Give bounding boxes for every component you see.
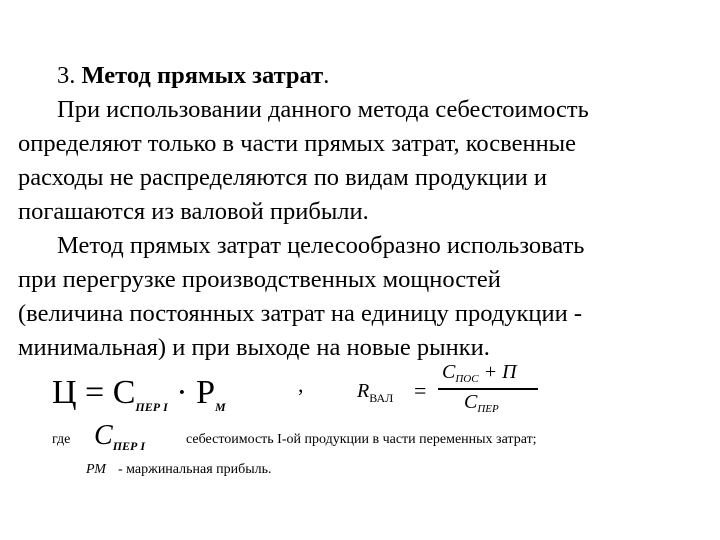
paragraph-line: расходы не распределяются по видам продукции и [18, 164, 547, 191]
legend-c-symbol: $С_{ПЕР I}$ [94, 420, 146, 453]
fraction-bar [438, 388, 538, 390]
paragraph-line: (величина постоянных затрат на единицу продукции - [18, 300, 583, 327]
price-formula [52, 374, 226, 414]
paragraph-line: при перегрузке производственных мощностей [18, 266, 501, 293]
paragraph-line: погашаются из валовой прибыли. [18, 198, 369, 225]
paragraph-line: определяют только в части прямых затрат, косвенные [18, 130, 577, 157]
price-formula-sub2: М [214, 400, 226, 414]
price-formula-mid: · Р [167, 374, 215, 411]
profitability-equals: = [414, 378, 427, 403]
section-heading [57, 64, 329, 89]
price-formula-lhs: Ц = С [52, 374, 136, 411]
fraction-numerator: $С_{ПОС} + П$ [442, 361, 517, 385]
profitability-symbol: R [357, 380, 370, 402]
paragraph-line: При использовании данного метода себестоимость [57, 96, 589, 123]
paragraph-line: Метод прямых затрат целесообразно использовать [57, 232, 585, 259]
legend-pm-description: - маржинальная прибыль. [118, 462, 272, 477]
profitability-fraction [438, 360, 540, 416]
profitability-subscript: ВАЛ [369, 391, 394, 405]
profitability-formula-lhs [357, 380, 393, 403]
legend-c-description: себестоимость I-ой продукции в части переменных затрат; [186, 432, 537, 447]
section-title-period: . [323, 62, 330, 89]
paragraph-line: минимальная) и при выходе на новые рынки. [18, 334, 490, 361]
fraction-denominator: $С_{ПЕР}$ [464, 391, 499, 415]
legend-pm-symbol: РМ [86, 462, 106, 477]
section-number: 3. [57, 62, 76, 89]
legend-where: где [52, 432, 71, 447]
price-formula-sub1: ПЕР I [135, 400, 168, 414]
formula-comma: , [298, 372, 304, 397]
section-title: Метод прямых затрат [81, 62, 324, 89]
